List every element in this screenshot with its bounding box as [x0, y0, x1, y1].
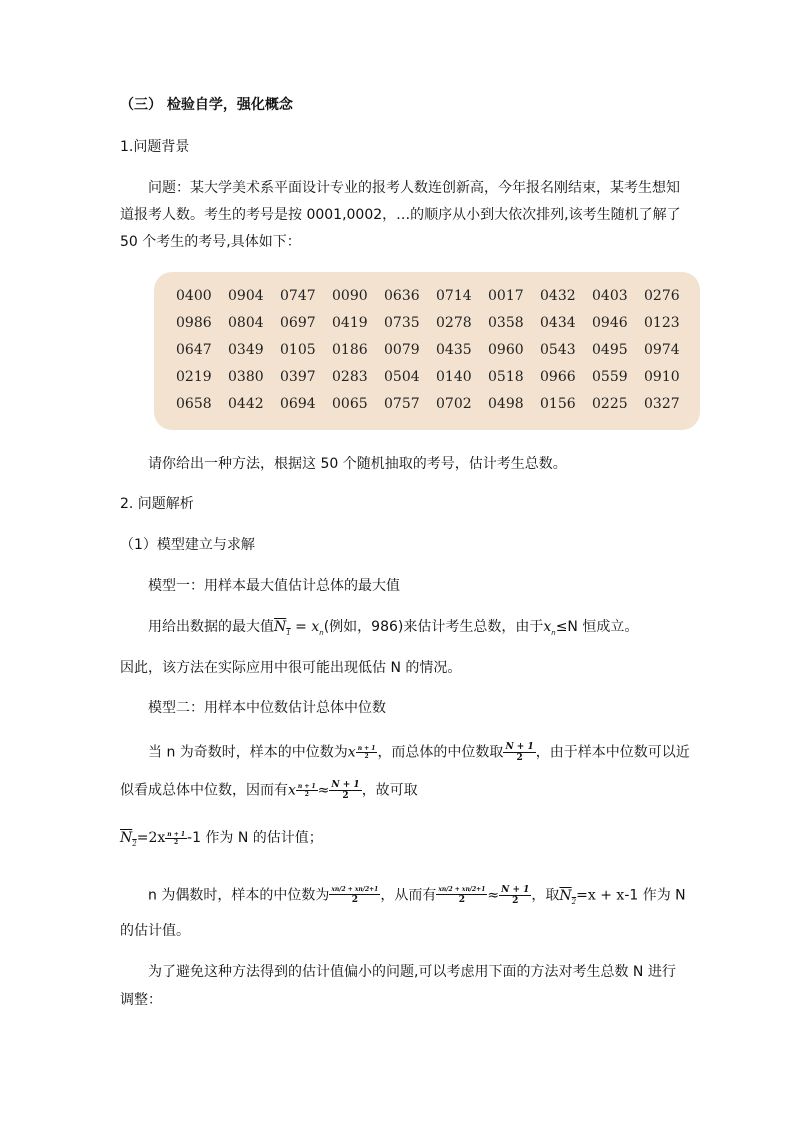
model1-line1-mid: (例如，986)来估计考生总数，由于 [323, 619, 544, 635]
exam-number-cell: 0636 [384, 288, 420, 304]
median-index-den-3: 2 [174, 838, 179, 846]
model1-line1 [148, 617, 638, 643]
N2-symbol-2 [559, 888, 576, 904]
exam-number-cell: 0518 [488, 369, 524, 385]
exam-number-cell: 0559 [592, 369, 628, 385]
problem-text-line-3: 50 个考生的考号,具体如下： [120, 234, 301, 250]
exam-number-cell: 0219 [176, 369, 212, 385]
exam-number-cell: 0658 [176, 396, 212, 412]
N-plus-1-num: N + 1 [505, 742, 534, 752]
exam-number-cell: 0349 [228, 342, 264, 358]
exam-number-cell: 0910 [644, 369, 680, 385]
even-median-fraction [329, 886, 380, 905]
even-line1-mid: ，从而有 [380, 887, 437, 904]
N-plus-1-over-2-fraction [503, 742, 535, 763]
exam-number-cell: 0694 [280, 396, 316, 412]
xn-letter-2: x [543, 619, 552, 635]
equals-2x: =2x [136, 830, 166, 846]
even-median-num: xn/2 + xn/2+1 [331, 886, 379, 893]
N-plus-1-over-2-fraction-3 [499, 885, 531, 906]
exam-number-cell: 0647 [176, 342, 212, 358]
exam-number-cell: 0403 [592, 288, 628, 304]
exam-number-cell: 0966 [540, 369, 576, 385]
N1-symbol [274, 619, 291, 635]
approx-sign-2: ≈ [487, 887, 500, 904]
odd-line3-post: -1 作为 N 的估计值； [187, 830, 323, 846]
odd-line2-post: ，故可取 [361, 782, 418, 799]
even-rhs: =x [576, 887, 596, 904]
adjust-line2: 调整： [120, 992, 162, 1008]
N-plus-1-den-2: 2 [342, 791, 349, 801]
model-title: （1）模型建立与求解 [120, 537, 255, 553]
problem-background-title: 1.问题背景 [120, 139, 190, 155]
approx-sign: ≈ [317, 782, 330, 799]
exam-number-cell: 0735 [384, 315, 420, 331]
model1-line1-post: ≤N 恒成立。 [555, 619, 639, 635]
exam-number-cell: 0434 [540, 315, 576, 331]
median-index-fraction-3 [165, 831, 187, 846]
N2-subscript: 2 [132, 840, 137, 848]
analysis-title: 2. 问题解析 [120, 496, 194, 512]
exam-number-cell: 0397 [280, 369, 316, 385]
exam-number-cell: 0140 [436, 369, 472, 385]
exam-number-cell: 0498 [488, 396, 524, 412]
even-line1 [148, 885, 686, 912]
adjust-line1: 为了避免这种方法得到的估计值偏小的问题,可以考虑用下面的方法对考生总数 N 进行 [148, 964, 676, 980]
exam-number-cell: 0225 [592, 396, 628, 412]
median-index-num-3: n + 1 [167, 830, 186, 838]
even-line1-post: -1 作为 N [624, 887, 686, 904]
exam-number-cell: 0380 [228, 369, 264, 385]
exam-number-cell: 0714 [436, 288, 472, 304]
exam-number-cell: 0156 [540, 396, 576, 412]
exam-number-cell: 0090 [332, 288, 368, 304]
exam-number-cell: 0495 [592, 342, 628, 358]
exam-number-cell: 0105 [280, 342, 316, 358]
even-median-den-2: 2 [458, 895, 465, 905]
exam-number-cell: 0702 [436, 396, 472, 412]
odd-line2 [120, 780, 418, 801]
exam-number-cell: 0327 [644, 396, 680, 412]
even-line2: 的估计值。 [120, 923, 190, 939]
odd-line1-post: ，由于样本中位数可以近 [535, 744, 690, 761]
N2-letter: N [120, 830, 133, 846]
model2-title: 模型二：用样本中位数估计总体中位数 [148, 700, 386, 716]
median-index-fraction-2 [296, 783, 318, 798]
problem-text-line-2: 道报考人数。考生的考号是按 0001,0002，…的顺序从小到大依次排列,该考生随机了解了 [120, 207, 681, 223]
exam-number-cell: 0986 [176, 315, 212, 331]
median-index-num: n + 1 [357, 745, 376, 752]
problem-text-line-1: 问题：某大学美术系平面设计专业的报考人数连创新高，今年报名刚结束，某考生想知 [148, 180, 680, 196]
median-index-num-2: n + 1 [297, 783, 316, 790]
even-plus: + x [595, 887, 625, 904]
median-index-fraction [356, 745, 378, 760]
exam-number-cell: 0946 [592, 315, 628, 331]
exam-number-cell: 0276 [644, 288, 680, 304]
even-median-num-2: xn/2 + xn/2+1 [438, 886, 486, 893]
even-line1-mid2: ，取 [531, 887, 560, 904]
N-plus-1-num-3: N + 1 [501, 885, 530, 895]
xn-subscript: n [319, 629, 324, 637]
exam-number-cell: 0400 [176, 288, 212, 304]
x-letter: x [347, 744, 356, 761]
exam-number-cell: 0432 [540, 288, 576, 304]
N2-letter-2: N [559, 887, 572, 904]
exam-number-cell: 0278 [436, 315, 472, 331]
odd-line1-pre: 当 n 为奇数时，样本的中位数为 [148, 744, 348, 761]
exam-number-table [154, 272, 700, 430]
odd-line1 [148, 742, 690, 763]
exam-number-cell: 0435 [436, 342, 472, 358]
question-text: 请你给出一种方法，根据这 50 个随机抽取的考号，估计考生总数。 [148, 456, 567, 472]
model1-title: 模型一：用样本最大值估计总体的最大值 [148, 578, 400, 594]
N2-symbol [120, 830, 137, 846]
median-index-den: 2 [364, 753, 369, 760]
median-index-den-2: 2 [304, 791, 309, 798]
exam-number-cell: 0543 [540, 342, 576, 358]
exam-number-cell: 0974 [644, 342, 680, 358]
exam-number-cell: 0079 [384, 342, 420, 358]
xn-letter: x [311, 619, 320, 635]
exam-number-cell: 0283 [332, 369, 368, 385]
odd-line1-mid: ，而总体的中位数取 [377, 744, 504, 761]
exam-number-cell: 0017 [488, 288, 524, 304]
model1-line1-pre: 用给出数据的最大值 [148, 619, 274, 635]
N-plus-1-over-2-fraction-2 [329, 780, 361, 801]
even-line1-pre: n 为偶数时，样本的中位数为 [148, 887, 330, 904]
exam-number-grid [176, 286, 696, 414]
exam-number-cell: 0697 [280, 315, 316, 331]
odd-line3 [120, 828, 323, 854]
equals-sign: = [290, 619, 312, 635]
exam-number-cell: 0804 [228, 315, 264, 331]
N1-subscript: 1 [286, 629, 291, 637]
exam-number-cell: 0358 [488, 315, 524, 331]
exam-number-cell: 0504 [384, 369, 420, 385]
exam-number-cell: 0419 [332, 315, 368, 331]
even-median-fraction-2 [436, 886, 487, 905]
exam-number-cell: 0757 [384, 396, 420, 412]
N-plus-1-num-2: N + 1 [331, 780, 360, 790]
exam-number-cell: 0123 [644, 315, 680, 331]
N2-subscript-2: 2 [571, 897, 577, 906]
even-median-den: 2 [351, 895, 358, 905]
N1-letter: N [274, 619, 287, 635]
odd-line2-pre: 似看成总体中位数，因而有 [120, 782, 288, 799]
N-plus-1-den-3: 2 [512, 896, 519, 906]
exam-number-cell: 0065 [332, 396, 368, 412]
exam-number-cell: 0442 [228, 396, 264, 412]
exam-number-cell: 0747 [280, 288, 316, 304]
exam-number-cell: 0904 [228, 288, 264, 304]
section-heading: （三） 检验自学，强化概念 [120, 97, 293, 113]
N-plus-1-den: 2 [516, 753, 523, 763]
xn-subscript-2: n [551, 629, 556, 637]
exam-number-cell: 0186 [332, 342, 368, 358]
exam-number-cell: 0960 [488, 342, 524, 358]
model1-line2: 因此，该方法在实际应用中很可能出现低估 N 的情况。 [120, 660, 462, 676]
x-letter-2: x [288, 782, 296, 799]
